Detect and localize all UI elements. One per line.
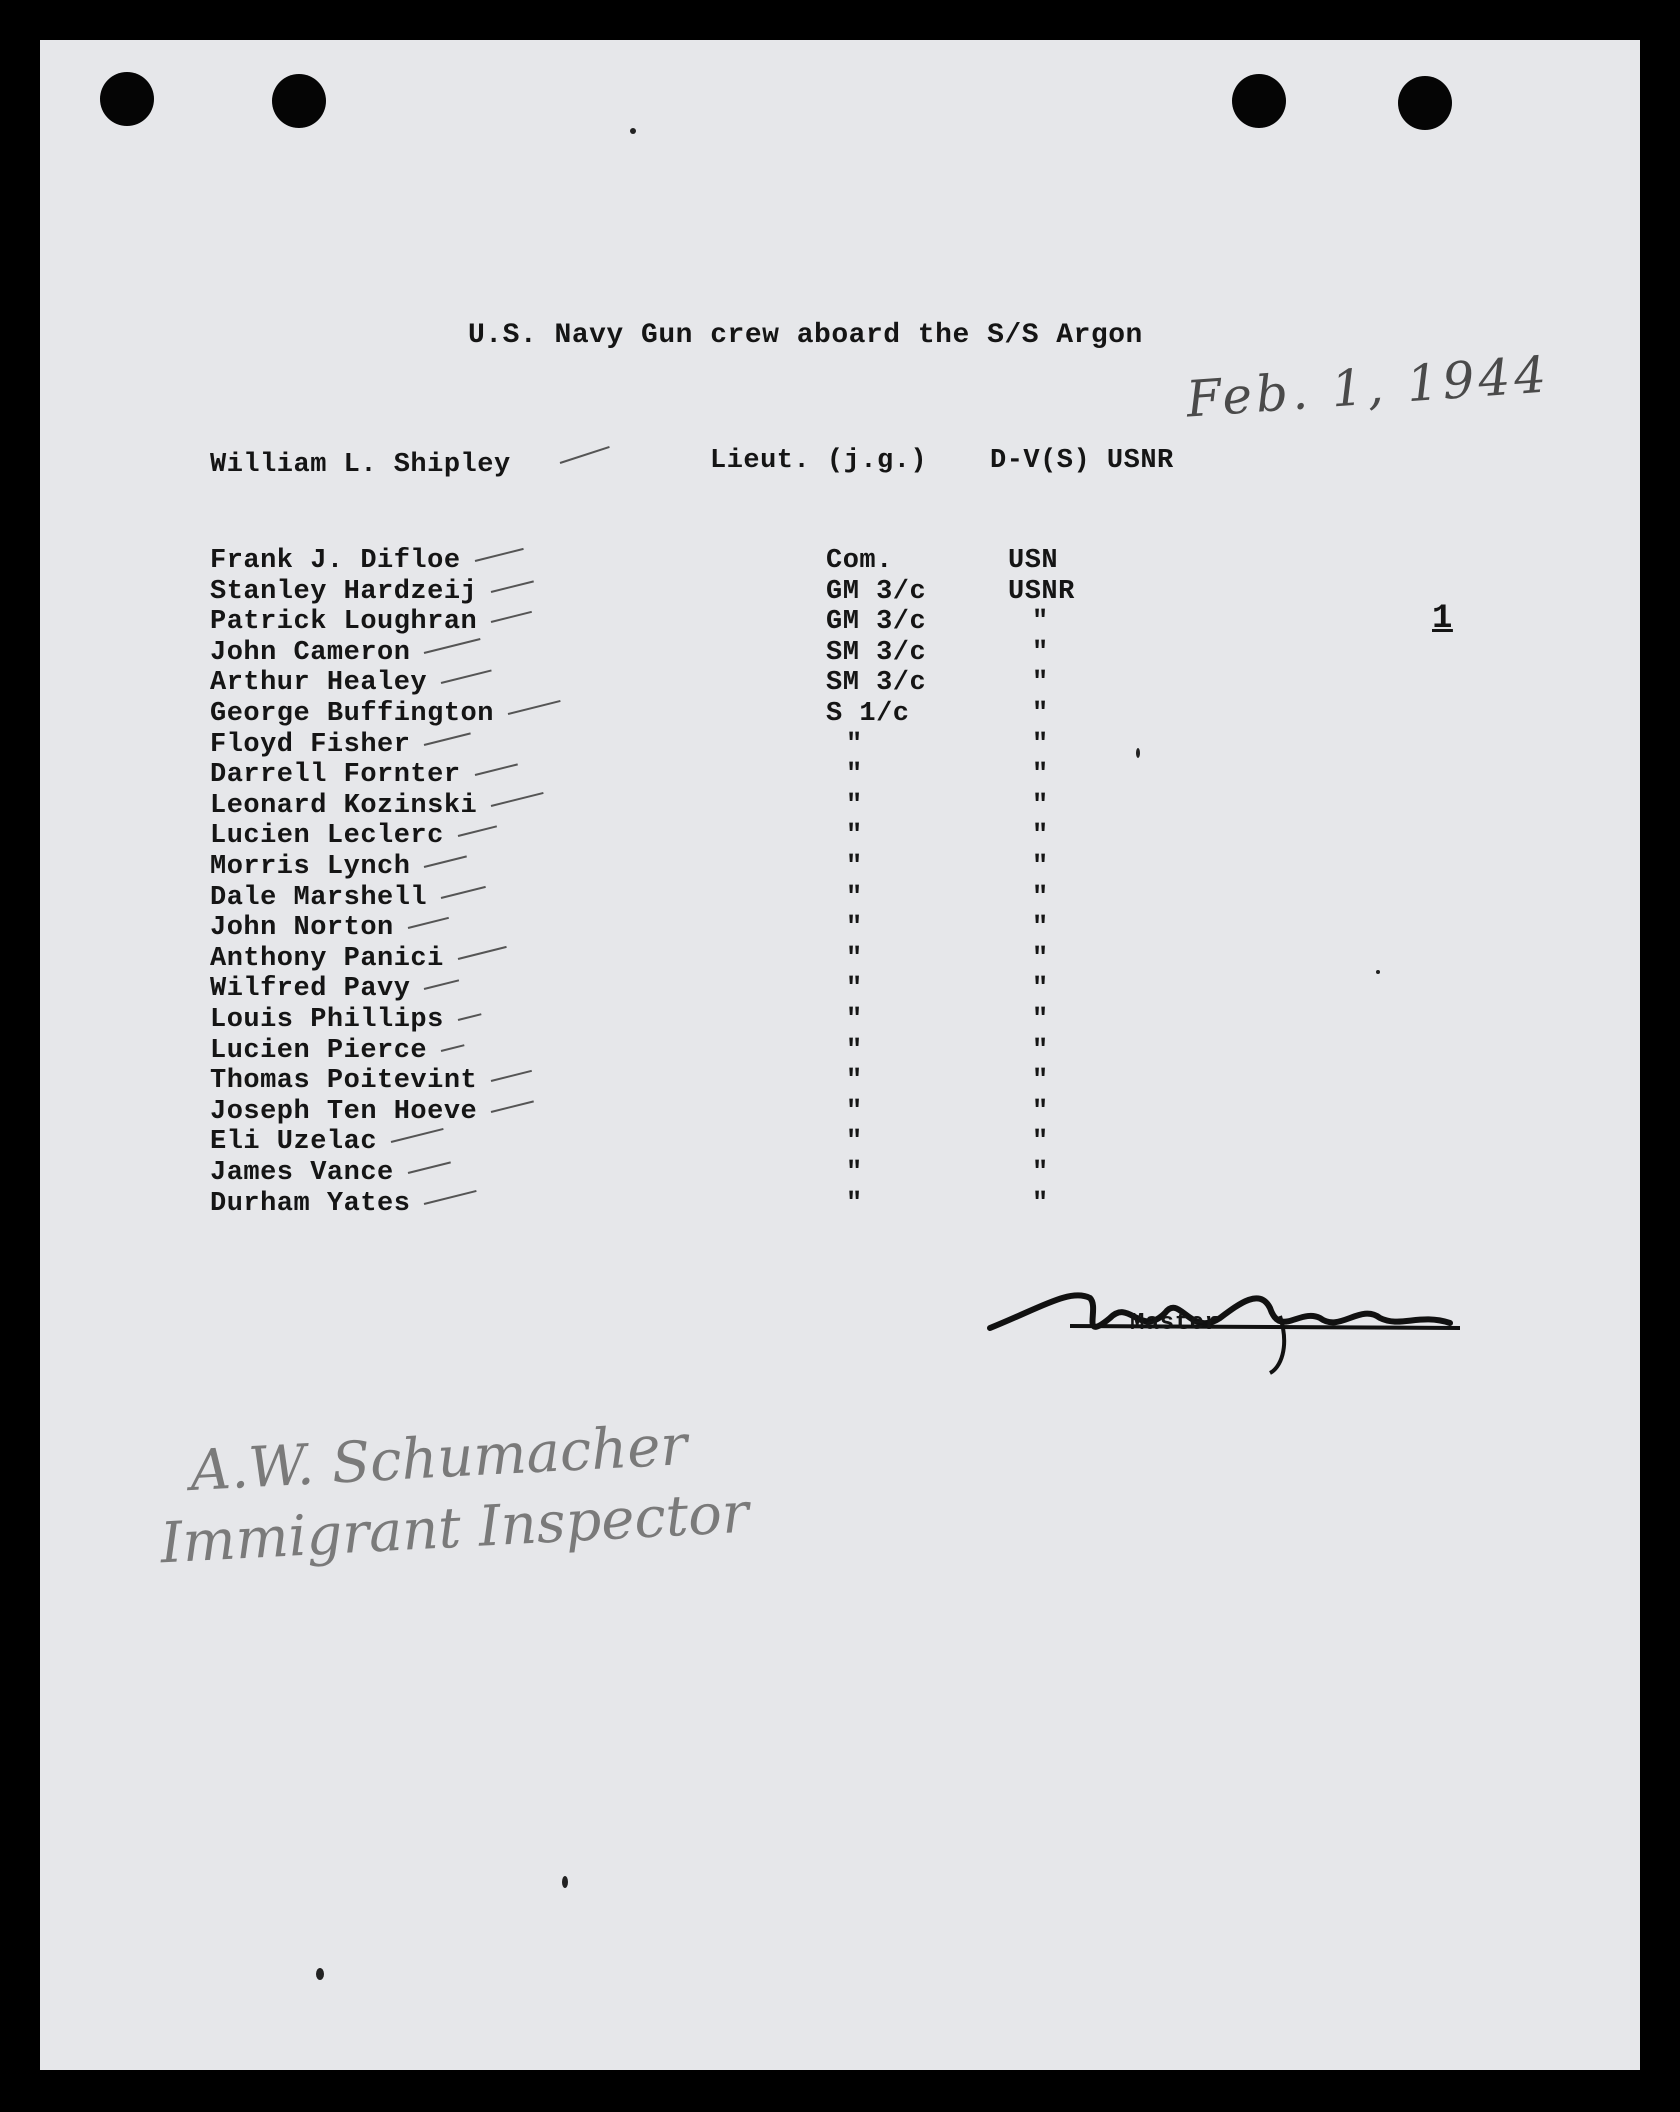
crew-service: " <box>1032 1127 1049 1158</box>
check-mark <box>424 1190 477 1205</box>
check-mark <box>474 764 517 777</box>
speck <box>316 1968 324 1980</box>
crew-rating: GM 3/c <box>826 576 927 607</box>
check-mark <box>441 885 486 898</box>
handwritten-date: Feb. 1, 1944 <box>1184 345 1552 429</box>
crew-service: " <box>1032 852 1049 882</box>
crew-rating: " <box>846 1066 863 1097</box>
crew-rating: " <box>846 974 863 1005</box>
crew-service: " <box>1032 1096 1049 1127</box>
crew-rating: " <box>846 852 863 882</box>
master-label: Master <box>1130 1310 1220 1337</box>
crew-service: " <box>1032 1005 1049 1035</box>
speck <box>1376 970 1380 974</box>
speck <box>630 128 636 134</box>
crew-rating: S 1/c <box>826 699 910 729</box>
crew-rating: " <box>846 729 863 760</box>
document-title: U.S. Navy Gun crew aboard the S/S Argon <box>468 320 1143 351</box>
crew-service: " <box>1032 943 1049 974</box>
check-mark <box>441 670 492 685</box>
page-number: 1 <box>1432 600 1453 638</box>
crew-rating: " <box>846 1096 863 1127</box>
speck <box>1136 748 1140 758</box>
check-mark <box>407 1161 450 1174</box>
check-mark <box>458 1013 482 1021</box>
crew-rating: GM 3/c <box>826 607 927 638</box>
officer-service: D-V(S) USNR <box>990 446 1174 476</box>
crew-name: Frank J. Difloe <box>210 546 461 576</box>
crew-rating: SM 3/c <box>826 637 927 668</box>
crew-service: " <box>1032 760 1049 791</box>
crew-name: Lucien Leclerc <box>210 821 444 852</box>
crew-name: Anthony Panici <box>210 943 444 974</box>
check-mark <box>424 638 481 654</box>
crew-service: " <box>1032 1035 1049 1066</box>
speck <box>562 1876 568 1888</box>
crew-service: " <box>1032 913 1049 944</box>
crew-rating: " <box>846 821 863 852</box>
crew-service: USNR <box>1008 576 1075 607</box>
crew-name: James Vance <box>210 1158 394 1188</box>
crew-name: Stanley Hardzeij <box>210 576 478 607</box>
crew-rating: Com. <box>826 546 893 576</box>
crew-rating: " <box>846 1127 863 1158</box>
officer-rank: Lieut. (j.g.) <box>710 446 928 476</box>
crew-service: " <box>1032 790 1049 821</box>
crew-rating: " <box>846 913 863 944</box>
crew-service: " <box>1032 729 1049 760</box>
crew-name: Wilfred Pavy <box>210 974 411 1005</box>
crew-name: Dale Marshell <box>210 882 428 913</box>
punch-hole <box>1232 74 1286 128</box>
check-mark <box>391 1128 444 1143</box>
officer-name: William L. Shipley <box>210 450 511 480</box>
punch-hole <box>1398 76 1452 130</box>
crew-rating: " <box>846 1035 863 1066</box>
crew-name: Leonard Kozinski <box>210 790 478 821</box>
crew-service: " <box>1032 637 1049 668</box>
crew-service: " <box>1032 974 1049 1005</box>
check-mark <box>458 826 497 838</box>
crew-name: Durham Yates <box>210 1188 411 1219</box>
crew-rating: " <box>846 1158 863 1188</box>
check-mark <box>491 792 544 807</box>
check-mark <box>474 548 523 562</box>
crew-name: Floyd Fisher <box>210 729 411 760</box>
check-mark <box>424 732 471 746</box>
check-mark <box>491 580 534 593</box>
crew-name: Morris Lynch <box>210 852 411 882</box>
check-mark <box>491 1100 534 1113</box>
check-mark <box>458 946 507 960</box>
crew-name: Joseph Ten Hoeve <box>210 1096 478 1127</box>
check-mark <box>441 1044 465 1052</box>
crew-name: Louis Phillips <box>210 1005 444 1035</box>
check-mark <box>424 855 467 868</box>
crew-rating: " <box>846 1005 863 1035</box>
crew-rating: " <box>846 882 863 913</box>
crew-service: " <box>1032 1158 1049 1188</box>
crew-name: Darrell Fornter <box>210 760 461 791</box>
crew-service: " <box>1032 821 1049 852</box>
crew-service: " <box>1032 668 1049 699</box>
crew-service: " <box>1032 1066 1049 1097</box>
inspector-name: A.W. Schumacher <box>188 1413 689 1504</box>
crew-service: USN <box>1008 546 1059 576</box>
master-signature <box>980 1268 1480 1378</box>
punch-hole <box>272 74 326 128</box>
crew-service: " <box>1032 607 1049 638</box>
check-mark <box>424 980 459 991</box>
crew-name: Patrick Loughran <box>210 607 478 638</box>
crew-service: " <box>1032 882 1049 913</box>
crew-service: " <box>1032 1188 1049 1219</box>
crew-name: Eli Uzelac <box>210 1127 378 1158</box>
check-mark <box>508 700 561 715</box>
crew-name: Lucien Pierce <box>210 1035 428 1066</box>
check-mark <box>491 611 532 623</box>
crew-name: John Norton <box>210 913 394 944</box>
crew-rating: SM 3/c <box>826 668 927 699</box>
crew-rating: " <box>846 1188 863 1219</box>
check-mark <box>491 1070 532 1082</box>
check-mark <box>560 446 610 464</box>
crew-name: Arthur Healey <box>210 668 428 699</box>
crew-rating: " <box>846 760 863 791</box>
crew-service: " <box>1032 699 1049 729</box>
crew-name: George Buffington <box>210 699 494 729</box>
inspector-title: Immigrant Inspector <box>158 1480 751 1577</box>
crew-name: Thomas Poitevint <box>210 1066 478 1097</box>
document-page <box>40 40 1640 2070</box>
crew-rating: " <box>846 790 863 821</box>
crew-name: John Cameron <box>210 637 411 668</box>
punch-hole <box>100 72 154 126</box>
check-mark <box>407 917 448 929</box>
crew-rating: " <box>846 943 863 974</box>
